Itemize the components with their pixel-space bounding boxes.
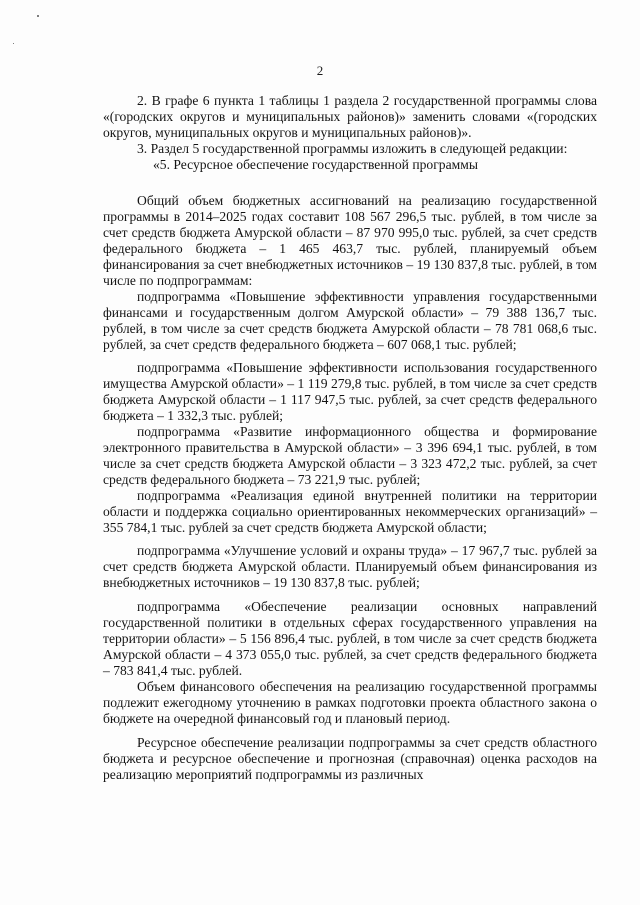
paragraph-resource-provision: Ресурсное обеспечение реализации подпрограммы за счет средств областного бюджета и ресурсное обеспечение и прогнозная (справочная) оценка расходов на реализацию мероприятий подпрограммы из различных — [103, 735, 597, 782]
paragraph-subprogram-property: подпрограмма «Повышение эффективности использования государственного имущества Амурской области» – 1 119 279,8 тыс. рублей, в том числе за счет средств бюджета Амурской области – 1 117 947,5 тыс. рублей, за счет средств федерального бюджета – 1 332,3 тыс. рублей; — [103, 360, 597, 423]
paragraph-subprogram-labor: подпрограмма «Улучшение условий и охраны труда» – 17 967,7 тыс. рублей за счет средств бюджета Амурской области. Планируемый объем финансирования из внебюджетных источников – 19 130 837,8 тыс. рублей; — [103, 543, 597, 590]
scan-speck — [37, 15, 39, 17]
paragraph-annual-adjustment: Объем финансового обеспечения на реализацию государственной программы подлежит ежегодному уточнению в рамках подготовки проекта областного закона о бюджете на очередной финансовый год и плановый период. — [103, 679, 597, 726]
paragraph-total-budget: Общий объем бюджетных ассигнований на реализацию государственной программы в 2014–2025 годах составит 108 567 296,5 тыс. рублей, в том числе за счет средств бюджета Амурской области – 87 970 995,0 тыс. рублей, за счет средств федерального бюджета – 1 465 463,7 тыс. рублей, планируемый объем финансирования за счет внебюджетных источников – 19 130 837,8 тыс. рублей, в том числе по подпрограммам: — [103, 193, 597, 288]
document-body — [103, 93, 597, 783]
page-number: 2 — [316, 63, 324, 78]
paragraph-subprogram-governance: подпрограмма «Обеспечение реализации основных направлений государственной политики в отдельных сферах государственного управления на территории области» – 5 156 896,4 тыс. рублей, в том числе за счет средств бюджета Амурской области – 4 373 055,0 тыс. рублей, за счет средств федерального бюджета – 783 841,4 тыс. рублей. — [103, 599, 597, 678]
section-heading: «5. Ресурсное обеспечение государственной программы — [153, 157, 478, 172]
paragraph-subprogram-finance: подпрограмма «Повышение эффективности управления государственными финансами и государственным долгом Амурской области» – 79 388 136,7 тыс. рублей, в том числе за счет средств бюджета Амурской области – 78 781 068,6 тыс. рублей, за счет средств федерального бюджета – 607 068,1 тыс. рублей; — [103, 289, 597, 352]
paragraph-amendment-2: 2. В графе 6 пункта 1 таблицы 1 раздела 2 государственной программы слова «(городских округов и муниципальных районов)» заменить словами «(городских округов, муниципальных округов и муниципальных районов)». — [103, 93, 597, 140]
paragraph-amendment-3: 3. Раздел 5 государственной программы изложить в следующей редакции: — [137, 141, 568, 156]
paragraph-subprogram-egov: подпрограмма «Развитие информационного общества и формирование электронного правительства в Амурской области» – 3 396 694,1 тыс. рублей, в том числе за счет средств бюджета Амурской области – 3 323 472,2 тыс. рублей, за счет средств федерального бюджета – 73 221,9 тыс. рублей; — [103, 424, 597, 487]
scan-speck — [13, 43, 14, 44]
paragraph-subprogram-policy: подпрограмма «Реализация единой внутренней политики на территории области и поддержка социально ориентированных некоммерческих организаций» – 355 784,1 тыс. рублей за счет средств бюджета Амурской области; — [103, 488, 597, 535]
